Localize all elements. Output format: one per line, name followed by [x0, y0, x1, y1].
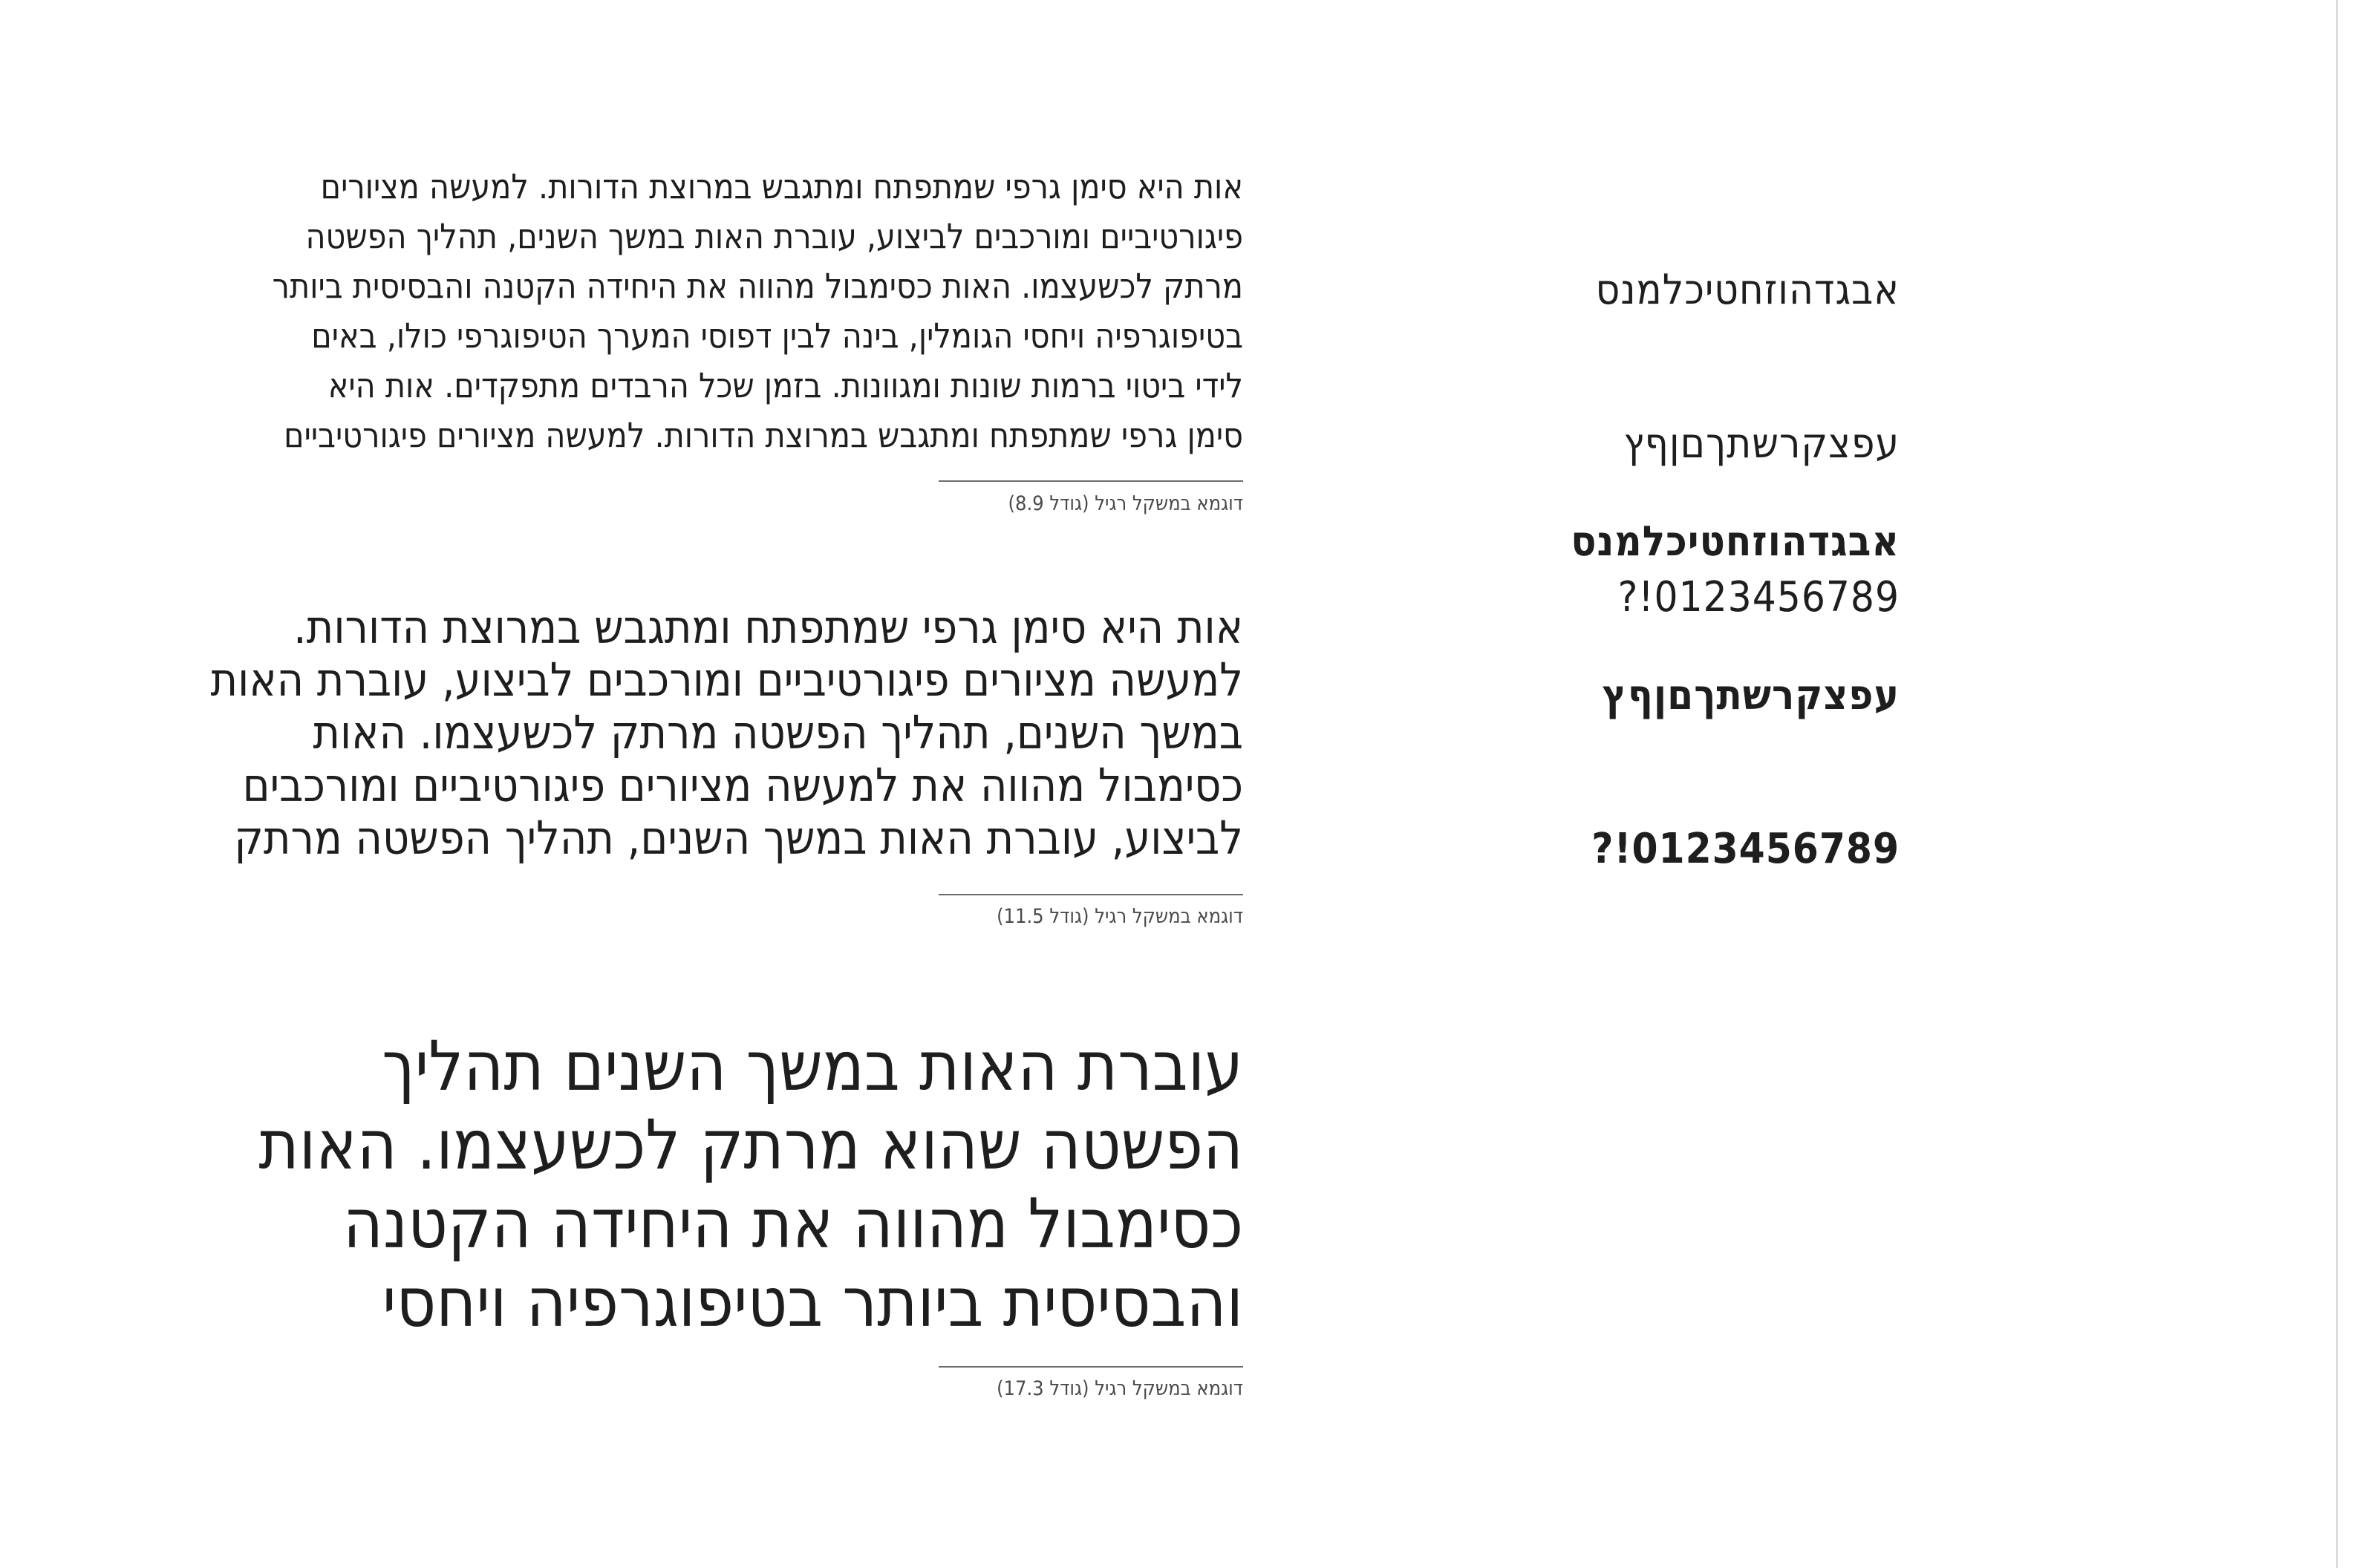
- alphabet-regular-line: עפצקרשתךםןףץ: [1623, 419, 1900, 468]
- sample-line: אות היא סימן גרפי שמתפתח ומתגבש במרוצת הדורות. למעשה מציורים: [320, 166, 1243, 206]
- sample-line: מרתק לכשעצמו. האות כסימבול מהווה את היחידה הקטנה והבסיסית ביותר: [272, 266, 1243, 306]
- caption-rule: [939, 1366, 1243, 1368]
- caption-rule: [939, 894, 1243, 895]
- sample-text-small: [273, 162, 1243, 460]
- sample-line: אות היא סימן גרפי שמתפתח ומתגבש במרוצת הדורות.: [293, 600, 1243, 654]
- sample-line: למעשה מציורים פיגורטיביים ומורכבים לביצוע, עוברת האות: [210, 653, 1243, 707]
- sample-line: לידי ביטוי ברמות שונות ומגוונות. בזמן שכל הרבדים מתפקדים. אות היא: [327, 365, 1243, 405]
- sample-line: כסימבול מהווה את היחידה הקטנה: [342, 1184, 1243, 1264]
- sample-line: עוברת האות במשך השנים תהליך: [382, 1027, 1243, 1106]
- sample-caption: דוגמא במשקל רגיל (גודל 17.3): [997, 1377, 1243, 1400]
- sample-line: במשך השנים, תהליך הפשטה מרתק לכשעצמו. האות: [313, 705, 1243, 760]
- alphabet-regular-line: אבגדהוזחטיכלמנס: [1595, 266, 1900, 314]
- sample-caption: דוגמא במשקל רגיל (גודל 11.5): [997, 905, 1243, 928]
- alphabet-bold: [1571, 414, 1900, 977]
- sample-text-medium: [210, 601, 1243, 864]
- sample-caption: דוגמא במשקל רגיל (גודל 8.9): [1008, 492, 1243, 515]
- caption-rule: [939, 480, 1243, 482]
- sample-line: סימן גרפי שמתפתח ומתגבש במרוצת הדורות. למעשה מציורים פיגורטיביים: [284, 415, 1243, 455]
- sample-line: והבסיסית ביותר בטיפוגרפיה ויחסי: [382, 1263, 1243, 1342]
- alphabet-bold-line: 0123456789!?: [1591, 825, 1900, 873]
- sample-line: כסימבול מהווה את למעשה מציורים פיגורטיביים ומורכבים: [242, 758, 1243, 812]
- page-edge-divider: [2336, 0, 2338, 1568]
- sample-line: לביצוע, עוברת האות במשך השנים, תהליך הפשטה מרתק: [234, 811, 1243, 865]
- sample-line: בטיפוגרפיה ויחסי הגומלין, בינה לבין דפוסי המערך הטיפוגרפי כולו, באים: [311, 316, 1243, 356]
- alphabet-bold-line: אבגדהוזחטיכלמנס: [1571, 517, 1900, 566]
- sample-text-large: [258, 1028, 1243, 1342]
- sample-line: הפשטה שהוא מרתק לכשעצמו. האות: [258, 1105, 1243, 1185]
- alphabet-regular-line: 0123456789!?: [1617, 573, 1900, 621]
- alphabet-bold-line: עפצקרשתךםןףץ: [1602, 671, 1900, 719]
- sample-line: פיגורטיביים ומורכבים לביצוע, עוברת האות במשך השנים, תהליך הפשטה: [305, 216, 1243, 256]
